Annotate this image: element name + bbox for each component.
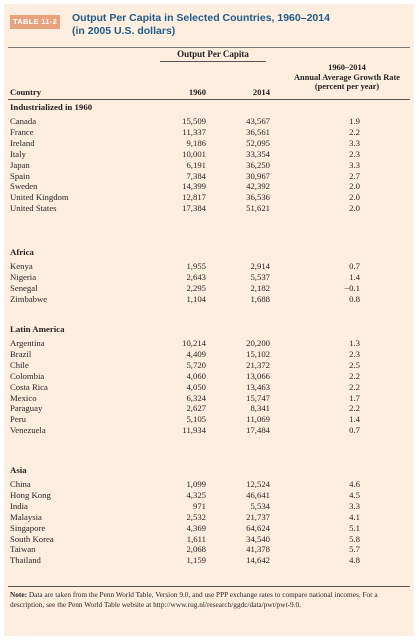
value-2014-cell: 5,537 bbox=[250, 271, 270, 282]
value-2014-cell: 46,641 bbox=[246, 489, 270, 500]
table-row bbox=[4, 294, 414, 305]
table-header bbox=[8, 9, 410, 49]
value-2014-cell: 2,182 bbox=[250, 282, 270, 293]
table-row bbox=[4, 425, 414, 436]
value-2014-cell: 13,463 bbox=[246, 381, 270, 392]
table-row bbox=[4, 261, 414, 272]
growth-rate-cell: 2.2 bbox=[349, 403, 360, 414]
growth-rate-cell: 3.3 bbox=[349, 159, 360, 170]
value-1960-cell: 1,104 bbox=[186, 293, 206, 304]
value-1960-cell: 5,105 bbox=[186, 414, 206, 425]
output-per-capita-header: Output Per Capita bbox=[177, 49, 249, 59]
growth-rate-cell: 0.8 bbox=[349, 293, 360, 304]
value-2014-cell: 1,688 bbox=[250, 293, 270, 304]
value-2014-cell: 14,642 bbox=[246, 555, 270, 566]
table-row bbox=[4, 272, 414, 283]
column-header-1960: 1960 bbox=[188, 87, 206, 97]
country-cell: Chile bbox=[10, 359, 29, 370]
value-2014-cell: 33,354 bbox=[246, 148, 270, 159]
value-2014-cell: 5,534 bbox=[250, 500, 270, 511]
table-row bbox=[4, 127, 414, 138]
value-1960-cell: 12,817 bbox=[182, 192, 206, 203]
value-1960-cell: 4,060 bbox=[186, 370, 206, 381]
growth-rate-cell: 1.9 bbox=[349, 116, 360, 126]
value-2014-cell: 11,069 bbox=[246, 414, 270, 425]
column-header-country: Country bbox=[10, 87, 42, 97]
country-cell: Hong Kong bbox=[10, 489, 51, 500]
growth-rate-header bbox=[280, 63, 414, 92]
country-cell: Nigeria bbox=[10, 271, 37, 282]
table-number-badge: TABLE 11-2 bbox=[10, 15, 60, 29]
value-1960-cell: 1,099 bbox=[186, 479, 206, 489]
table-row bbox=[4, 393, 414, 404]
value-2014-cell: 43,567 bbox=[246, 116, 270, 126]
growth-rate-cell: 4.1 bbox=[349, 511, 360, 522]
group-header-rule bbox=[160, 61, 266, 62]
table-row bbox=[4, 181, 414, 192]
value-2014-cell: 12,524 bbox=[246, 479, 270, 489]
country-cell: India bbox=[10, 500, 28, 511]
table-row bbox=[4, 512, 414, 523]
country-cell: Zimbabwe bbox=[10, 293, 48, 304]
table-row bbox=[4, 203, 414, 214]
table-row bbox=[4, 523, 414, 534]
growth-header-line: (percent per year) bbox=[314, 82, 380, 92]
country-cell: Italy bbox=[10, 148, 26, 159]
country-cell: Singapore bbox=[10, 522, 46, 533]
value-1960-cell: 4,369 bbox=[186, 522, 206, 533]
country-cell: Mexico bbox=[10, 392, 37, 403]
value-1960-cell: 2,068 bbox=[186, 544, 206, 555]
table-note bbox=[10, 590, 408, 610]
table-row bbox=[4, 160, 414, 171]
table-row bbox=[4, 171, 414, 182]
country-cell: Taiwan bbox=[10, 544, 36, 555]
table-row bbox=[4, 544, 414, 555]
growth-rate-cell: 2.3 bbox=[349, 148, 360, 159]
value-1960-cell: 2,627 bbox=[186, 403, 206, 414]
country-cell: South Korea bbox=[10, 533, 54, 544]
country-cell: Japan bbox=[10, 159, 30, 170]
value-1960-cell: 17,384 bbox=[182, 203, 206, 214]
country-cell: Brazil bbox=[10, 348, 32, 359]
section-title: Africa bbox=[10, 247, 34, 257]
value-2014-cell: 36,561 bbox=[246, 126, 270, 137]
table-row bbox=[4, 371, 414, 382]
table-row bbox=[4, 349, 414, 360]
growth-rate-cell: 1.3 bbox=[349, 338, 360, 348]
value-1960-cell: 11,934 bbox=[182, 425, 206, 436]
growth-rate-cell: 5.8 bbox=[349, 533, 360, 544]
table-row bbox=[4, 479, 414, 490]
country-cell: Canada bbox=[10, 116, 37, 126]
value-1960-cell: 10,214 bbox=[182, 338, 206, 348]
country-cell: Senegal bbox=[10, 282, 38, 293]
growth-rate-cell: 0.7 bbox=[349, 425, 360, 436]
table-row bbox=[4, 534, 414, 545]
section-title: Industrialized in 1960 bbox=[10, 102, 93, 112]
country-cell: Spain bbox=[10, 170, 30, 181]
value-1960-cell: 1,159 bbox=[186, 555, 206, 566]
value-2014-cell: 30,967 bbox=[246, 170, 270, 181]
value-2014-cell: 36,250 bbox=[246, 159, 270, 170]
country-cell: Colombia bbox=[10, 370, 45, 381]
growth-rate-cell: 2.2 bbox=[349, 381, 360, 392]
value-1960-cell: 1,955 bbox=[186, 261, 206, 271]
country-cell: France bbox=[10, 126, 34, 137]
value-1960-cell: 6,191 bbox=[186, 159, 206, 170]
growth-rate-cell: 2.3 bbox=[349, 348, 360, 359]
value-1960-cell: 4,050 bbox=[186, 381, 206, 392]
value-1960-cell: 7,384 bbox=[186, 170, 206, 181]
country-cell: China bbox=[10, 479, 31, 489]
growth-rate-cell: 2.0 bbox=[349, 192, 360, 203]
column-header-2014: 2014 bbox=[252, 87, 270, 97]
growth-rate-cell: 4.8 bbox=[349, 555, 360, 566]
value-1960-cell: 971 bbox=[192, 500, 206, 511]
country-cell: Venezuela bbox=[10, 425, 46, 436]
growth-rate-cell: 5.7 bbox=[349, 544, 360, 555]
growth-rate-cell: −0.1 bbox=[344, 282, 360, 293]
country-cell: Costa Rica bbox=[10, 381, 48, 392]
value-2014-cell: 42,392 bbox=[246, 181, 270, 192]
growth-rate-cell: 2.0 bbox=[349, 181, 360, 192]
value-2014-cell: 2,914 bbox=[250, 261, 270, 271]
table-row bbox=[4, 382, 414, 393]
value-1960-cell: 4,409 bbox=[186, 348, 206, 359]
table-row bbox=[4, 149, 414, 160]
value-1960-cell: 15,509 bbox=[182, 116, 206, 126]
growth-rate-cell: 2.2 bbox=[349, 370, 360, 381]
header-rule bbox=[8, 99, 410, 100]
country-cell: Thailand bbox=[10, 555, 41, 566]
country-cell: Paraguay bbox=[10, 403, 43, 414]
growth-rate-cell: 2.5 bbox=[349, 359, 360, 370]
value-2014-cell: 21,737 bbox=[246, 511, 270, 522]
value-1960-cell: 10,001 bbox=[182, 148, 206, 159]
growth-header-line: Annual Average Growth Rate bbox=[294, 72, 400, 82]
table-row bbox=[4, 192, 414, 203]
country-cell: Peru bbox=[10, 414, 26, 425]
section-title: Asia bbox=[10, 465, 27, 475]
note-text: Data are taken from the Penn World Table, Version 9.0, and use PPP exchange rates to compare national incomes. For a description, see the Penn World Table website at http://www.rug.nl/research/ggdc/data/pwt/pwt-9.0. bbox=[10, 590, 378, 610]
table-row bbox=[4, 138, 414, 149]
value-1960-cell: 5,720 bbox=[186, 359, 206, 370]
country-cell: Kenya bbox=[10, 261, 33, 271]
table-row bbox=[4, 414, 414, 425]
value-1960-cell: 2,532 bbox=[186, 511, 206, 522]
growth-rate-cell: 2.7 bbox=[349, 170, 360, 181]
value-1960-cell: 6,324 bbox=[186, 392, 206, 403]
value-1960-cell: 2,295 bbox=[186, 282, 206, 293]
value-1960-cell: 4,325 bbox=[186, 489, 206, 500]
value-2014-cell: 13,066 bbox=[246, 370, 270, 381]
value-1960-cell: 1,611 bbox=[186, 533, 206, 544]
value-2014-cell: 41,378 bbox=[246, 544, 270, 555]
value-1960-cell: 11,337 bbox=[182, 126, 206, 137]
table-row bbox=[4, 283, 414, 294]
value-2014-cell: 17,484 bbox=[246, 425, 270, 436]
table-page bbox=[4, 4, 414, 636]
table-row bbox=[4, 403, 414, 414]
country-cell: United States bbox=[10, 203, 57, 214]
table-row bbox=[4, 360, 414, 371]
note-label: Note: bbox=[10, 590, 28, 599]
country-cell: Argentina bbox=[10, 338, 45, 348]
table-subtitle-line: (in 2005 U.S. dollars) bbox=[72, 24, 176, 37]
growth-rate-cell: 1.7 bbox=[349, 392, 360, 403]
bottom-rule bbox=[8, 586, 410, 587]
growth-rate-cell: 3.3 bbox=[349, 500, 360, 511]
growth-rate-cell: 2.2 bbox=[349, 126, 360, 137]
table-title bbox=[72, 12, 406, 37]
table-title-line: Output Per Capita in Selected Countries, 1960–2014 bbox=[72, 12, 330, 24]
value-2014-cell: 51,621 bbox=[246, 203, 270, 214]
section-title: Latin America bbox=[10, 324, 65, 334]
growth-rate-cell: 1.4 bbox=[349, 414, 360, 425]
value-2014-cell: 64,624 bbox=[246, 522, 270, 533]
growth-rate-cell: 1.4 bbox=[349, 271, 360, 282]
value-2014-cell: 21,372 bbox=[246, 359, 270, 370]
growth-header-line: 1960–2014 bbox=[328, 63, 366, 72]
value-2014-cell: 20,200 bbox=[246, 338, 270, 348]
growth-rate-cell: 4.5 bbox=[349, 489, 360, 500]
table-row bbox=[4, 338, 414, 349]
growth-rate-cell: 3.3 bbox=[349, 137, 360, 148]
country-cell: Ireland bbox=[10, 137, 35, 148]
country-cell: United Kingdom bbox=[10, 192, 69, 203]
growth-rate-cell: 2.0 bbox=[349, 203, 360, 214]
table-row bbox=[4, 501, 414, 512]
value-2014-cell: 52,095 bbox=[246, 137, 270, 148]
value-1960-cell: 14,399 bbox=[182, 181, 206, 192]
value-2014-cell: 34,540 bbox=[246, 533, 270, 544]
table-row bbox=[4, 116, 414, 127]
table-row bbox=[4, 490, 414, 501]
value-2014-cell: 36,536 bbox=[246, 192, 270, 203]
table-row bbox=[4, 555, 414, 566]
value-1960-cell: 9,186 bbox=[186, 137, 206, 148]
value-2014-cell: 15,747 bbox=[246, 392, 270, 403]
country-cell: Sweden bbox=[10, 181, 38, 192]
value-2014-cell: 15,102 bbox=[246, 348, 270, 359]
value-1960-cell: 2,643 bbox=[186, 271, 206, 282]
growth-rate-cell: 4.6 bbox=[349, 479, 360, 489]
growth-rate-cell: 5.1 bbox=[349, 522, 360, 533]
value-2014-cell: 8,341 bbox=[250, 403, 270, 414]
country-cell: Malaysia bbox=[10, 511, 42, 522]
growth-rate-cell: 0.7 bbox=[349, 261, 360, 271]
